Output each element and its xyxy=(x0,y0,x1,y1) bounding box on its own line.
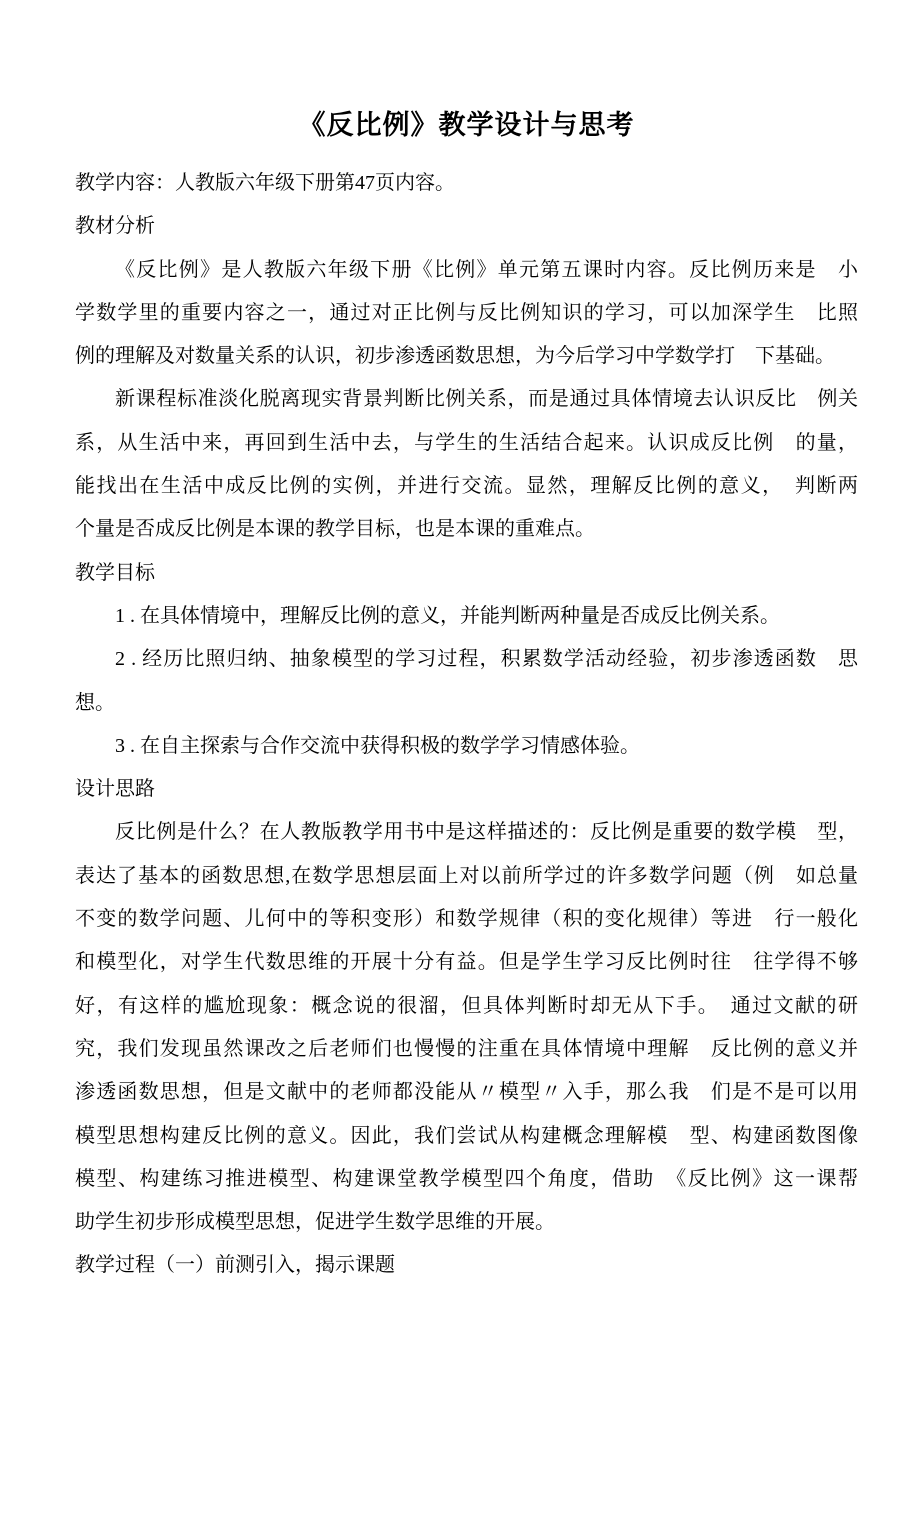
text-line: 学数学里的重要内容之一，通过对正比例与反比例知识的学习，可以加深学生 比照 xyxy=(75,301,858,324)
paragraph xyxy=(75,638,858,725)
text-line: 3 . 在自主探索与合作交流中获得积极的数学学习情感体验。 xyxy=(115,734,640,757)
text-line: 教学内容：人教版六年级下册第47页内容。 xyxy=(75,172,455,194)
paragraph xyxy=(75,378,858,551)
text-line: 反比例是什么？在人教版教学用书中是这样描述的：反比例是重要的数学模 型， xyxy=(115,821,858,844)
text-line: 想。 xyxy=(75,691,115,714)
text-line: 1 . 在具体情境中，理解反比例的意义，并能判断两种量是否成反比例关系。 xyxy=(115,604,780,627)
text-line: 表达了基本的函数思想,在数学思想层面上对以前所学过的许多数学问题（例 如总量 xyxy=(75,864,858,887)
text-line: 教学目标 xyxy=(75,561,155,584)
paragraph xyxy=(75,811,858,1244)
text-line: 教学过程（一）前测引入，揭示课题 xyxy=(75,1254,395,1277)
text-line: 《反比例》是人教版六年级下册《比例》单元第五课时内容。反比例历来是 小 xyxy=(115,258,858,281)
text-line: 2 . 经历比照归纳、抽象模型的学习过程，积累数学活动经验，初步渗透函数 思 xyxy=(115,648,858,671)
text-line: 个量是否成反比例是本课的教学目标，也是本课的重难点。 xyxy=(75,518,595,541)
text-line: 例的理解及对数量关系的认识，初步渗透函数思想，为今后学习中学数学打 下基础。 xyxy=(75,345,835,368)
paragraph xyxy=(75,205,858,248)
paragraph xyxy=(75,768,858,811)
paragraph xyxy=(75,595,858,638)
text-line: 系，从生活中来，再回到生活中去，与学生的生活结合起来。认识成反比例 的量， xyxy=(75,431,858,454)
document-body xyxy=(75,162,858,1288)
text-line: 教材分析 xyxy=(75,215,155,238)
text-line: 新课程标准淡化脱离现实背景判断比例关系，而是通过具体情境去认识反比 例关 xyxy=(115,388,858,411)
paragraph xyxy=(75,162,858,205)
text-line: 助学生初步形成模型思想，促进学生数学思维的开展。 xyxy=(75,1211,555,1234)
paragraph xyxy=(75,725,858,768)
text-line: 模型、构建练习推进模型、构建课堂教学模型四个角度，借助 《反比例》这一课帮 xyxy=(75,1167,858,1190)
paragraph xyxy=(75,552,858,595)
text-line: 能找出在生活中成反比例的实例，并进行交流。显然，理解反比例的意义， 判断两 xyxy=(75,475,858,498)
text-line: 模型思想构建反比例的意义。因此，我们尝试从构建概念理解模 型、构建函数图像 xyxy=(75,1124,858,1147)
paragraph xyxy=(75,1244,858,1287)
text-line: 究，我们发现虽然课改之后老师们也慢慢的注重在具体情境中理解 反比例的意义并 xyxy=(75,1037,858,1060)
document-title: 《反比例》教学设计与思考 xyxy=(298,110,635,140)
text-line: 和模型化，对学生代数思维的开展十分有益。但是学生学习反比例时往 往学得不够 xyxy=(75,951,858,974)
text-line: 好，有这样的尴尬现象：概念说的很溜，但具体判断时却无从下手。 通过文献的研 xyxy=(75,994,858,1017)
text-line: 设计思路 xyxy=(75,778,155,801)
paragraph xyxy=(75,249,858,379)
text-line: 不变的数学问题、儿何中的等积变形）和数学规律（积的变化规律）等进 行一般化 xyxy=(75,908,858,931)
text-line: 渗透函数思想，但是文献中的老师都没能从〃模型〃入手，那么我 们是不是可以用 xyxy=(75,1081,858,1104)
